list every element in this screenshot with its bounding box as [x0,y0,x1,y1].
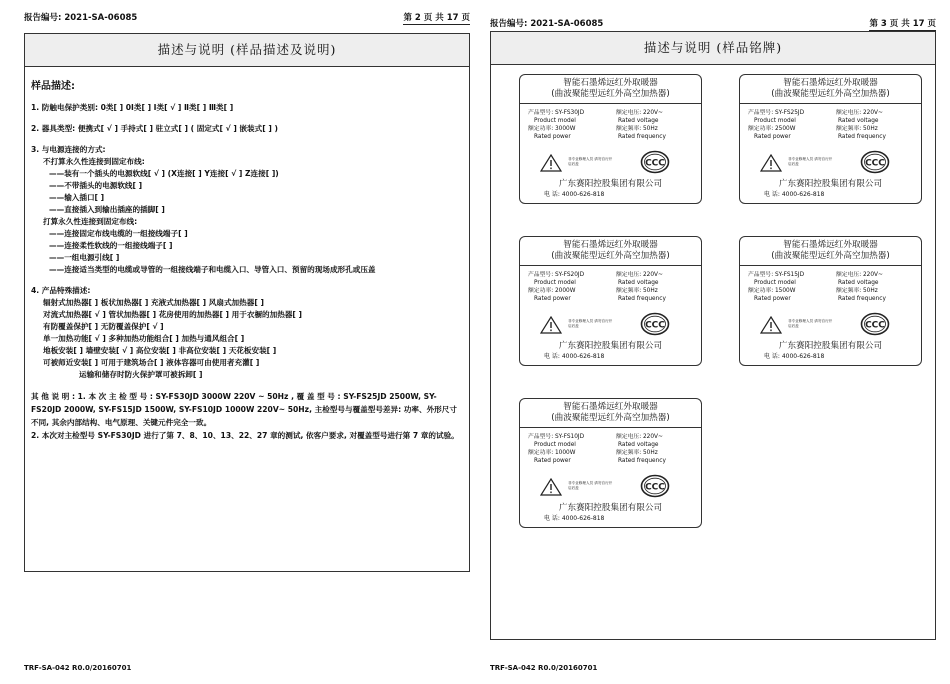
rated-power: 额定功率: 1000W [528,450,576,456]
warning-triangle-icon [540,154,562,172]
page-footer: TRF-SA-042 R0.0/20160701 [490,664,598,672]
product-name: 智能石墨烯远红外取暖器 [783,240,878,250]
rated-frequency: 额定频率: 50Hz [836,126,878,132]
non-permanent-heading: 不打算永久性连接到固定布线: [43,157,145,166]
rated-frequency: 额定频率: 50Hz [836,288,878,294]
nameplate-label-4 [739,236,922,366]
rated-voltage: 额定电压: 220V~ [836,272,883,278]
warning-triangle-icon [540,478,562,496]
warning-text: 非专业修理人员 请勿自行开启后盖 [568,319,613,328]
connection-option: ——连接适当类型的电缆或导管的一组接线端子和电缆入口、导管入口、预留的现场成形孔或压盖 [49,265,376,274]
other-notes-1: 其 他 说 明 : 1. 本 次 主 检 型 号 : SY-FS30JD 3000W 220V ~ 50Hz , 覆 盖 型 号 : SY-FS25JD 2500W, SY-FS20JD 2000W, SY-FS15JD 1500W, SY-FS10JD 1000W 220V~ 50Hz, 主检型号与覆盖型号差异: 功率、外形尺寸不同, 其余内部结构、电气原理、关键元件完全一致。 [31,392,457,427]
warning-text: 非专业修理人员 请勿自行开启后盖 [788,157,833,166]
manufacturer-phone: 电 话: 4000-626-818 [544,353,605,360]
manufacturer-phone: 电 话: 4000-626-818 [764,353,825,360]
rated-frequency-en: Rated frequency [838,134,886,140]
rated-voltage-en: Rated voltage [618,118,659,124]
rated-power: 额定功率: 2500W [748,126,796,132]
warning-text: 非专业修理人员 请勿自行开启后盖 [568,157,613,166]
rated-voltage: 额定电压: 220V~ [616,272,663,278]
nameplate-label-5 [519,398,702,528]
rated-power-en: Rated power [754,134,791,140]
rated-voltage-en: Rated voltage [838,280,879,286]
protection-class-line: 1. 防触电保护类别: 0类[ ] 0Ⅰ类[ ] Ⅰ类[ √ ] Ⅱ类[ ] Ⅲ类[ ] [31,103,234,112]
page-number: 第 2 页 共 17 页 [403,13,470,23]
report-page-2 [14,0,474,684]
report-page-3 [480,0,940,684]
rating-specs [528,109,697,141]
section-title: 描述与说明 (样品描述及说明) [25,34,469,67]
rated-voltage: 额定电压: 220V~ [836,110,883,116]
product-subtitle: (曲波聚能型远红外高空加热器) [551,89,670,99]
rated-frequency: 额定频率: 50Hz [616,288,658,294]
rated-frequency: 额定频率: 50Hz [616,450,658,456]
page-number: 第 3 页 共 17 页 [869,19,936,29]
manufacturer-name: 广东赛阳控股集团有限公司 [558,341,663,351]
rated-voltage: 额定电压: 220V~ [616,434,663,440]
rated-frequency-en: Rated frequency [618,458,666,464]
product-model-en: Product model [534,280,576,286]
permanent-heading: 打算永久性连接到固定布线: [43,217,138,226]
product-subtitle: (曲波聚能型远红外高空加热器) [551,413,670,423]
report-number: 报告编号: 2021-SA-06085 [490,19,604,29]
product-model: 产品型号: SY-FS30JD [528,110,585,116]
ccc-certification-icon [640,474,670,498]
rated-frequency-en: Rated frequency [618,134,666,140]
product-model-en: Product model [534,118,576,124]
ccc-certification-icon [860,150,890,174]
sample-description-heading: 样品描述: [31,81,75,92]
sample-description [31,77,463,442]
product-name: 智能石墨烯远红外取暖器 [563,78,658,88]
appliance-type-line: 2. 器具类型: 便携式[ √ ] 手持式[ ] 驻立式[ ] ( 固定式[ √ ] 嵌装式[ ] ) [31,124,278,133]
manufacturer-name: 广东赛阳控股集团有限公司 [778,179,883,189]
rating-specs [528,433,697,465]
connection-option: ——连接固定布线电缆的一组接线端子[ ] [49,229,188,238]
rated-voltage-en: Rated voltage [618,442,659,448]
special-option: 地板安装[ ] 墙壁安装[ √ ] 高位安装[ ] 非高位安装[ ] 天花板安装[ ] [43,346,277,355]
rating-specs [528,271,697,303]
product-name: 智能石墨烯远红外取暖器 [783,78,878,88]
warning-text: 非专业修理人员 请勿自行开启后盖 [788,319,833,328]
rated-power-en: Rated power [534,296,571,302]
connection-option: ——装有一个插头的电源软线[ √ ] (X连接[ ] Y连接[ √ ] Z连接[ ]) [49,169,279,178]
product-model: 产品型号: SY-FS10JD [528,434,585,440]
content-frame [24,33,470,572]
rated-frequency: 额定频率: 50Hz [616,126,658,132]
other-notes-2: 2. 本次对主检型号 SY-FS30JD 进行了第 7、8、10、13、22、27 章的测试, 依客户要求, 对覆盖型号进行第 7 章的试验。 [31,431,459,440]
ccc-mark-text: CCC [865,320,885,331]
connection-option: ——不带插头的电源软线[ ] [49,181,143,190]
product-model-en: Product model [754,280,796,286]
rating-specs [748,271,917,303]
ccc-certification-icon [860,312,890,336]
product-model-en: Product model [754,118,796,124]
special-option: 辐射式加热器[ ] 板状加热器[ ] 充液式加热器[ ] 风扇式加热器[ ] [43,298,264,307]
manufacturer-phone: 电 话: 4000-626-818 [764,191,825,198]
warning-triangle-icon [540,316,562,334]
warning-triangle-icon [760,316,782,334]
page-header [24,11,474,23]
product-model-en: Product model [534,442,576,448]
warning-triangle-icon [760,154,782,172]
product-subtitle: (曲波聚能型远红外高空加热器) [771,89,890,99]
manufacturer-name: 广东赛阳控股集团有限公司 [558,503,663,513]
rated-frequency-en: Rated frequency [838,296,886,302]
content-frame [490,31,936,640]
rated-power-en: Rated power [534,134,571,140]
rated-voltage: 额定电压: 220V~ [616,110,663,116]
product-model: 产品型号: SY-FS15JD [748,272,805,278]
rated-frequency-en: Rated frequency [618,296,666,302]
ccc-mark-text: CCC [865,158,885,169]
special-option: 单一加热功能[ √ ] 多种加热功能组合[ ] 加热与通风组合[ ] [43,334,245,343]
warning-text: 非专业修理人员 请勿自行开启后盖 [568,481,613,490]
ccc-certification-icon [640,312,670,336]
rated-voltage-en: Rated voltage [618,280,659,286]
connection-option: ——输入插口[ ] [49,193,105,202]
connection-option: ——连接柔性软线的一组接线端子[ ] [49,241,173,250]
ccc-mark-text: CCC [645,482,665,493]
rated-power: 额定功率: 3000W [528,126,576,132]
rated-power-en: Rated power [534,458,571,464]
manufacturer-phone: 电 话: 4000-626-818 [544,191,605,198]
rated-power-en: Rated power [754,296,791,302]
rated-power: 额定功率: 1500W [748,288,796,294]
nameplate-label-2 [739,74,922,204]
product-subtitle: (曲波聚能型远红外高空加热器) [551,251,670,261]
special-option: 有防覆盖保护[ ] 无防覆盖保护[ √ ] [43,322,164,331]
page-footer: TRF-SA-042 R0.0/20160701 [24,664,132,672]
manufacturer-name: 广东赛阳控股集团有限公司 [778,341,883,351]
nameplate-label-3 [519,236,702,366]
product-name: 智能石墨烯远红外取暖器 [563,240,658,250]
product-model: 产品型号: SY-FS20JD [528,272,585,278]
special-option: 可被师近安装[ ] 可用于建筑场合[ ] 液体容器可由使用者充灌[ ] [43,358,260,367]
manufacturer-phone: 电 话: 4000-626-818 [544,515,605,522]
ccc-mark-text: CCC [645,320,665,331]
ccc-certification-icon [640,150,670,174]
connection-option: ——直接插入到输出插座的插脚[ ] [49,205,165,214]
special-option: 运输和储存时防火保护罩可被拆卸[ ] [79,370,203,379]
product-name: 智能石墨烯远红外取暖器 [563,402,658,412]
report-number: 报告编号: 2021-SA-06085 [24,13,138,23]
rated-power: 额定功率: 2000W [528,288,576,294]
manufacturer-name: 广东赛阳控股集团有限公司 [558,179,663,189]
power-connection-heading: 3. 与电源连接的方式: [31,145,106,154]
rated-voltage-en: Rated voltage [838,118,879,124]
ccc-mark-text: CCC [645,158,665,169]
nameplate-label-1 [519,74,702,204]
page-header [490,17,940,29]
connection-option: ——一组电源引线[ ] [49,253,120,262]
product-model: 产品型号: SY-FS25JD [748,110,805,116]
special-option: 对流式加热器[ √ ] 管状加热器[ ] 花房使用的加热器[ ] 用于衣橱的加热器[ ] [43,310,303,319]
section-title: 描述与说明 (样品铭牌) [491,32,935,65]
product-subtitle: (曲波聚能型远红外高空加热器) [771,251,890,261]
special-description-heading: 4. 产品特殊描述: [31,286,91,295]
rating-specs [748,109,917,141]
